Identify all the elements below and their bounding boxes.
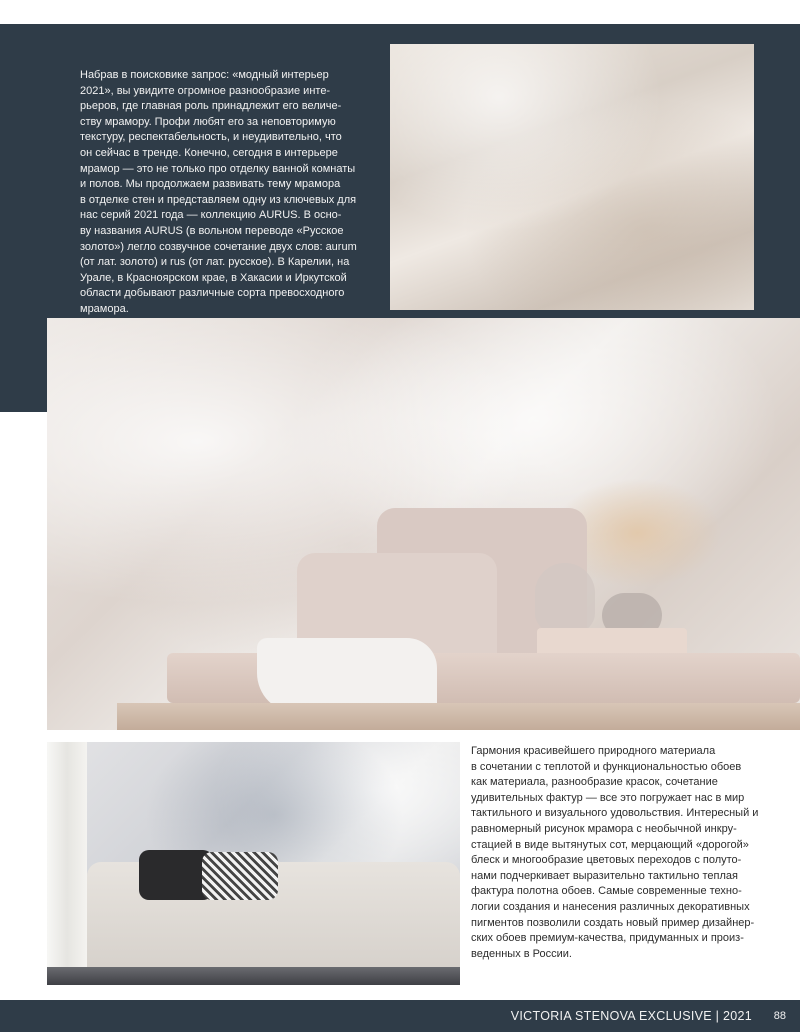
- page-number: 88: [773, 1010, 786, 1022]
- living-room-sofa-photo: [47, 742, 460, 985]
- fabric-closeup-photo: [390, 44, 754, 310]
- floor: [47, 967, 460, 985]
- glass-vase: [535, 563, 595, 633]
- bench-base: [117, 703, 800, 730]
- intro-paragraph-block: [80, 68, 370, 318]
- room-bench-photo: [47, 318, 800, 730]
- intro-paragraph: Набрав в поисковике запрос: «модный интерьер 2021», вы увидите огромное разнообразие инте- рьеров, где главная роль принадлежит его величе- ству мрамору. Профи любят его за неповторимую текстуру, респектабельность, и неудивительно, что он сейчас в тренде. Конечно, сегодня в интерьере мрамор — это не только про отделку ванной комнаты и полов. Мы продолжаем развивать тему мрамора в отделке стен и представляем одну из ключевых для нас серий 2021 года — коллекцию AURUS. В осно- ву названия AURUS (в вольном переводе «Русское золото») легло созвучное сочетание двух слов: aurum (от лат. золото) и rus (от лат. русское). В Карелии, на Урале, в Красноярском крае, в Хакасии и Иркутской области добывают различные сорта превосходного мрамора.: [80, 69, 357, 315]
- pillow-houndstooth: [202, 852, 278, 900]
- throw-blanket: [257, 638, 437, 713]
- footer-brand: VICTORIA STENOVA EXCLUSIVE | 2021: [510, 1009, 752, 1023]
- body-paragraph-block: [471, 744, 761, 962]
- body-paragraph: Гармония красивейшего природного материала в сочетании с теплотой и функциональностью обоев как материала, разнообразие красок, сочетание удивительных фактур — все это погружает нас в мир тактильного и визуального удовольствия. Интересный и равномерный рисунок мрамора с необычной инкру- стацией в виде вытянутых сот, мерцающий «дорогой» блеск и многообразие цветовых переходов с полуто- нами подчеркивает выразительно тактильно теплая фактура полотна обоев. Самые современные техно- логии создания и нанесения различных декоративных пигментов позволили создать новый пример дизайнер- ских обоев премиум-качества, придуманных и произ- веденных в России.: [471, 745, 759, 960]
- curtain: [47, 742, 87, 985]
